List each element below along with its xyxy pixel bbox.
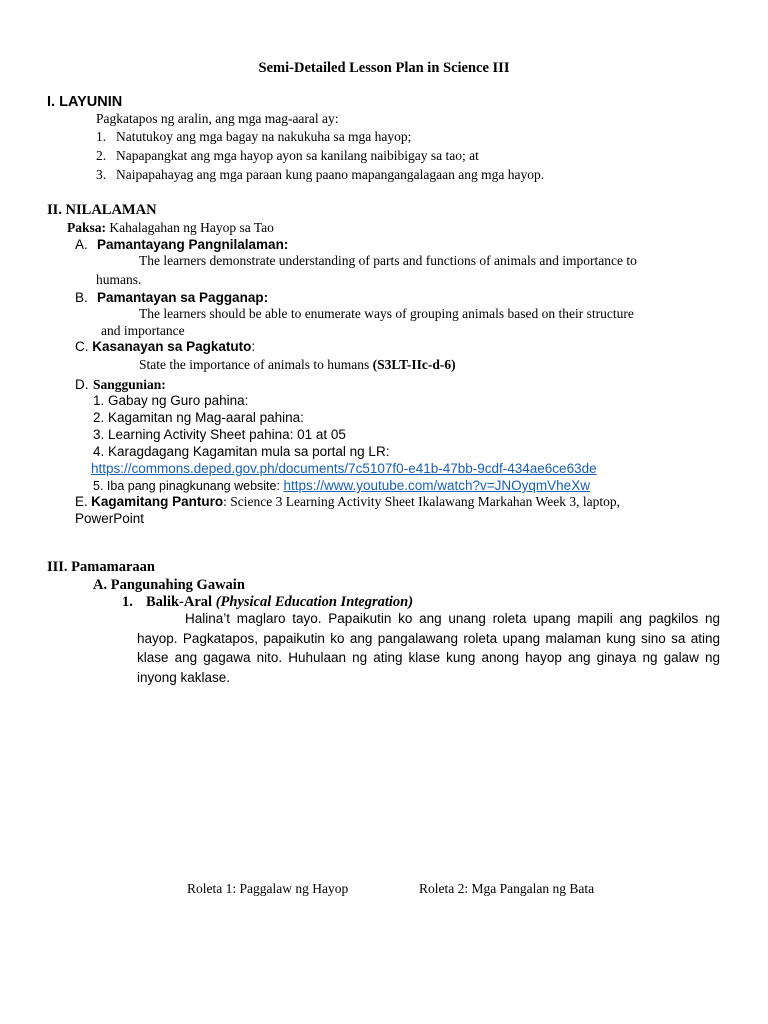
item-letter-b: B. [75, 290, 88, 305]
layunin-item-text: Napapangkat ang mga hayop ayon sa kanilang naibibigay sa tao; at [116, 148, 479, 163]
section-heading-nilalaman: II. NILALAMAN [47, 202, 157, 218]
kagamitang-panturo-text-cont: PowerPoint [75, 511, 145, 526]
kagamitang-panturo-label: Kagamitang Panturo [91, 494, 224, 509]
pamantayang-pangnilalaman-label: Pamantayang Pangnilalaman: [97, 237, 289, 252]
paksa-label: Paksa: [67, 220, 107, 235]
kagamitang-panturo-line [75, 494, 620, 510]
layunin-item-number: 2. [96, 148, 107, 163]
lr-portal-link[interactable]: https://commons.deped.gov.ph/documents/7c5107f0-e41b-47bb-9cdf-434ae6ce63de [91, 461, 597, 476]
kasanayan-text-line [139, 357, 456, 373]
layunin-item-number: 3. [96, 167, 107, 182]
balik-aral-label: Balik-Aral [146, 594, 213, 610]
item-letter-c: C. [75, 339, 89, 354]
section-heading-layunin: I. LAYUNIN [47, 94, 123, 110]
pamantayan-sa-pagganap-text-cont: and importance [101, 323, 185, 338]
paksa-value: Kahalagahan ng Hayop sa Tao [109, 220, 274, 235]
layunin-intro: Pagkatapos ng aralin, ang mga mag-aaral ay: [96, 111, 339, 126]
item-letter-a: A. [75, 237, 88, 252]
kasanayan-label: Kasanayan sa Pagkatuto [92, 339, 252, 354]
kasanayan-code: (S3LT-IIc-d-6) [372, 357, 456, 372]
layunin-item-number: 1. [96, 129, 107, 144]
layunin-item-text: Naipapahayag ang mga paraan kung paano mapangangalagaan ang mga hayop. [116, 167, 545, 182]
sanggunian-label: Sanggunian: [93, 377, 166, 392]
paksa-line [67, 220, 274, 236]
section-heading-pamamaraan: III. Pamamaraan [47, 559, 155, 575]
layunin-item-text: Natutukoy ang mga bagay na nakukuha sa mga hayop; [116, 129, 412, 144]
pamantayang-pangnilalaman-text-cont: humans. [96, 272, 142, 287]
pamantayan-sa-pagganap-label: Pamantayan sa Pagganap: [97, 290, 269, 305]
kasanayan-text: State the importance of animals to humans [139, 357, 370, 372]
item-letter-d: D. [75, 377, 89, 392]
youtube-link[interactable]: https://www.youtube.com/watch?v=JNOyqmVheXw [283, 478, 590, 493]
pangunahing-gawain-heading: A. Pangunahing Gawain [93, 577, 245, 593]
balik-aral-number: 1. [122, 594, 133, 610]
roleta-1-label: Roleta 1: Paggalaw ng Hayop [187, 881, 349, 896]
website-label: 5. Iba pang pinagkunang website: [93, 479, 280, 493]
integration-label: (Physical Education Integration) [215, 594, 414, 610]
item-letter-e: E. [75, 494, 88, 509]
website-line [93, 478, 590, 493]
sanggunian-item: 1. Gabay ng Guro pahina: [93, 393, 249, 408]
pamantayan-sa-pagganap-text: The learners should be able to enumerate ways of grouping animals based on their structure [139, 306, 634, 321]
sanggunian-item: 3. Learning Activity Sheet pahina: 01 at 05 [93, 427, 346, 442]
sanggunian-item: 2. Kagamitan ng Mag-aaral pahina: [93, 410, 304, 425]
roleta-2-label: Roleta 2: Mga Pangalan ng Bata [419, 881, 595, 896]
kagamitang-panturo-text: : Science 3 Learning Activity Sheet Ikalawang Markahan Week 3, laptop, [223, 494, 620, 509]
pamantayang-pangnilalaman-text: The learners demonstrate understanding of parts and functions of animals and importance to [139, 253, 637, 268]
kasanayan-line [75, 339, 255, 354]
balik-aral-paragraph: Halina’t maglaro tayo. Papaikutin ko ang unang roleta upang mapili ang pagkilos ng hayop. Pagkatapos, papaikutin ko ang pangalawang roleta upang malaman kung sino sa ating klase ang gagawa nito. Huhulaan ng ating klase kung anong hayop ang ginaya ng galaw ng inyong kaklase. [137, 611, 720, 685]
page-title: Semi-Detailed Lesson Plan in Science III [258, 60, 510, 76]
sanggunian-item: 4. Karagdagang Kagamitan mula sa portal ng LR: [93, 444, 390, 459]
kasanayan-colon: : [251, 339, 256, 354]
